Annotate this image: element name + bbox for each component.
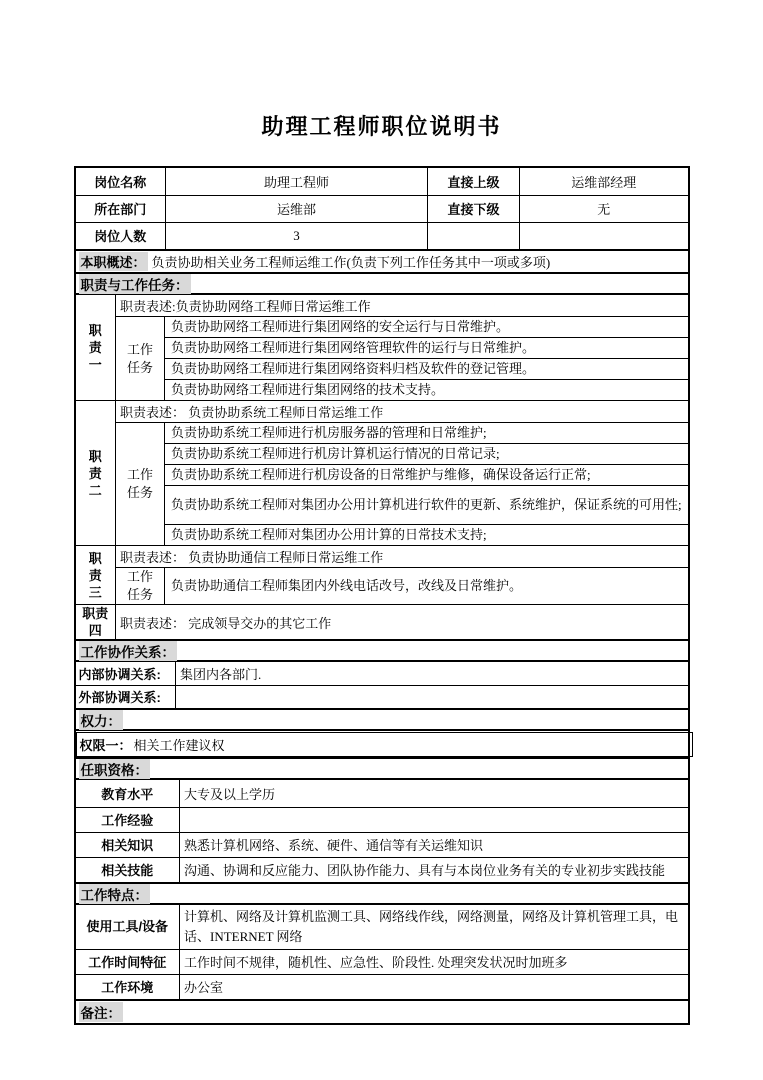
power-section-title: 权力： <box>79 710 124 730</box>
table-row <box>76 423 688 444</box>
duties-section-title: 职责与工作任务： <box>79 274 191 294</box>
direct-subordinate-value: 无 <box>520 195 688 222</box>
duty1-label <box>76 295 116 401</box>
education-label: 教育水平 <box>76 780 180 807</box>
duty2-label <box>76 401 116 546</box>
duty1-label-line: 一 <box>88 357 102 372</box>
empty-cell <box>428 222 520 249</box>
power-section-header <box>76 708 688 731</box>
duty1-task: 负责协助网络工程师进行集团网络的技术支持。 <box>165 380 688 401</box>
knowledge-value: 熟悉计算机网络、系统、硬件、通信等有关运维知识 <box>180 832 688 857</box>
table-row <box>76 168 688 195</box>
task-label-line: 工作 <box>126 341 153 357</box>
power-item-value: 相关工作建议权 <box>133 738 225 753</box>
remarks-row <box>76 999 688 1023</box>
external-relation-label: 外部协调关系: <box>76 685 176 708</box>
table-row <box>76 338 688 359</box>
task-label-line: 任务 <box>126 587 153 602</box>
duty1-statement: 职责表述:负责协助网络工程师日常运维工作 <box>116 295 688 317</box>
table-row <box>76 359 688 380</box>
task-label-line: 任务 <box>126 485 153 500</box>
duty1-task: 负责协助网络工程师进行集团网络管理软件的运行与日常维护。 <box>165 338 688 359</box>
task-label-line: 工作 <box>126 467 153 482</box>
duty2-label-line: 责 <box>88 465 102 481</box>
collaboration-section-header <box>76 639 688 662</box>
task-label-line: 工作 <box>126 569 153 584</box>
duty1-label-line: 责 <box>88 340 102 355</box>
department-value: 运维部 <box>166 195 428 222</box>
qualifications-section-title: 任职资格： <box>79 759 151 779</box>
work-time-value: 工作时间不规律，随机性、应急性、阶段性. 处理突发状况时加班多 <box>180 949 688 974</box>
education-value: 大专及以上学历 <box>180 780 688 807</box>
power-item-row <box>76 732 693 757</box>
duty2-task: 负责协助系统工程师进行机房设备的日常维护与维修，确保设备运行正常; <box>165 465 688 486</box>
department-label: 所在部门 <box>76 195 166 222</box>
table-row <box>76 465 688 486</box>
experience-label: 工作经验 <box>76 807 180 832</box>
table-row <box>76 685 688 708</box>
characteristics-section-title: 工作特点： <box>79 884 151 904</box>
duty2-label-line: 二 <box>88 482 102 498</box>
table-row <box>76 380 688 401</box>
duties-table <box>76 295 688 639</box>
duty1-task-label <box>116 317 165 401</box>
external-relation-value <box>176 685 688 708</box>
duty2-task: 负责协助系统工程师对集团办公用计算机进行软件的更新、系统维护，保证系统的可用性; <box>165 486 688 525</box>
position-name-value: 助理工程师 <box>166 168 428 195</box>
duty1-task: 负责协助网络工程师进行集团网络的安全运行与日常维护。 <box>165 317 688 338</box>
table-row <box>76 195 688 222</box>
internal-relation-value: 集团内各部门. <box>176 662 688 685</box>
table-row <box>76 857 688 882</box>
direct-subordinate-label: 直接下级 <box>428 195 520 222</box>
table-row <box>76 295 688 317</box>
duty2-task: 负责协助系统工程师对集团办公用计算的日常技术支持; <box>165 525 688 546</box>
table-row <box>76 807 688 832</box>
duty3-label <box>76 546 116 605</box>
duty4-label-line: 职责 <box>82 606 109 621</box>
duty4-label-line: 四 <box>88 623 102 638</box>
duties-section-header <box>76 272 688 295</box>
job-summary-row <box>76 249 688 272</box>
experience-value <box>180 807 688 832</box>
duty3-label-line: 三 <box>88 584 102 600</box>
knowledge-label: 相关知识 <box>76 832 180 857</box>
table-row <box>76 486 688 525</box>
job-summary-label: 本职概述： <box>79 252 148 271</box>
table-row <box>76 780 688 807</box>
duty2-label-line: 职 <box>88 448 102 464</box>
position-info-table <box>76 168 688 249</box>
characteristics-section-header <box>76 882 688 905</box>
table-row <box>76 401 688 423</box>
skills-label: 相关技能 <box>76 857 180 882</box>
table-row <box>76 444 688 465</box>
collaboration-table <box>76 662 688 708</box>
duty1-label-line: 职 <box>88 323 102 338</box>
duty2-statement: 职责表述： 负责协助系统工程师日常运维工作 <box>116 401 688 423</box>
duty4-statement: 职责表述： 完成领导交办的其它工作 <box>116 605 688 640</box>
duty3-label-line: 责 <box>88 567 102 583</box>
duty3-task: 负责协助通信工程师集团内外线电话改号，改线及日常维护。 <box>165 568 688 605</box>
table-row <box>76 662 688 685</box>
table-row <box>76 832 688 857</box>
duty2-task-label <box>116 423 165 546</box>
work-time-label: 工作时间特征 <box>76 949 180 974</box>
position-name-label: 岗位名称 <box>76 168 166 195</box>
duty2-task: 负责协助系统工程师进行机房计算机运行情况的日常记录; <box>165 444 688 465</box>
job-description-table <box>74 166 690 1025</box>
qualifications-table <box>76 780 688 882</box>
job-summary-text: 负责协助相关业务工程师运维工作(负责下列工作任务其中一项或多项) <box>151 255 551 270</box>
environment-label: 工作环境 <box>76 974 180 999</box>
duty3-label-line: 职 <box>88 550 102 566</box>
empty-cell <box>520 222 688 249</box>
duty3-task-label <box>116 568 165 605</box>
direct-superior-label: 直接上级 <box>428 168 520 195</box>
page-title: 助理工程师职位说明书 <box>261 114 502 139</box>
duty1-task: 负责协助网络工程师进行集团网络资料归档及软件的登记管理。 <box>165 359 688 380</box>
collaboration-section-title: 工作协作关系： <box>79 641 178 661</box>
tools-value: 计算机、网络及计算机监测工具、网络线作线，网络测量，网络及计算机管理工具，电话、INTERNET 网络 <box>180 905 688 949</box>
duty4-label <box>76 605 116 640</box>
power-item-label: 权限一： <box>79 738 132 753</box>
table-row <box>76 525 688 546</box>
tools-label: 使用工具/设备 <box>76 905 180 949</box>
table-row <box>76 605 688 640</box>
table-row <box>76 974 688 999</box>
table-row <box>76 317 688 338</box>
task-label-line: 任务 <box>126 359 153 375</box>
table-row <box>76 949 688 974</box>
duty3-statement: 职责表述： 负责协助通信工程师日常运维工作 <box>116 546 688 568</box>
skills-value: 沟通、协调和反应能力、团队协作能力、具有与本岗位业务有关的专业初步实践技能 <box>180 857 688 882</box>
table-row <box>76 568 688 605</box>
remarks-label: 备注： <box>79 1002 124 1022</box>
headcount-value: 3 <box>166 222 428 249</box>
duty2-task: 负责协助系统工程师进行机房服务器的管理和日常维护; <box>165 423 688 444</box>
table-row <box>76 222 688 249</box>
environment-value: 办公室 <box>180 974 688 999</box>
direct-superior-value: 运维部经理 <box>520 168 688 195</box>
headcount-label: 岗位人数 <box>76 222 166 249</box>
internal-relation-label: 内部协调关系: <box>76 662 176 685</box>
qualifications-section-header <box>76 757 688 780</box>
table-row <box>76 546 688 568</box>
table-row <box>76 905 688 949</box>
characteristics-table <box>76 905 688 999</box>
